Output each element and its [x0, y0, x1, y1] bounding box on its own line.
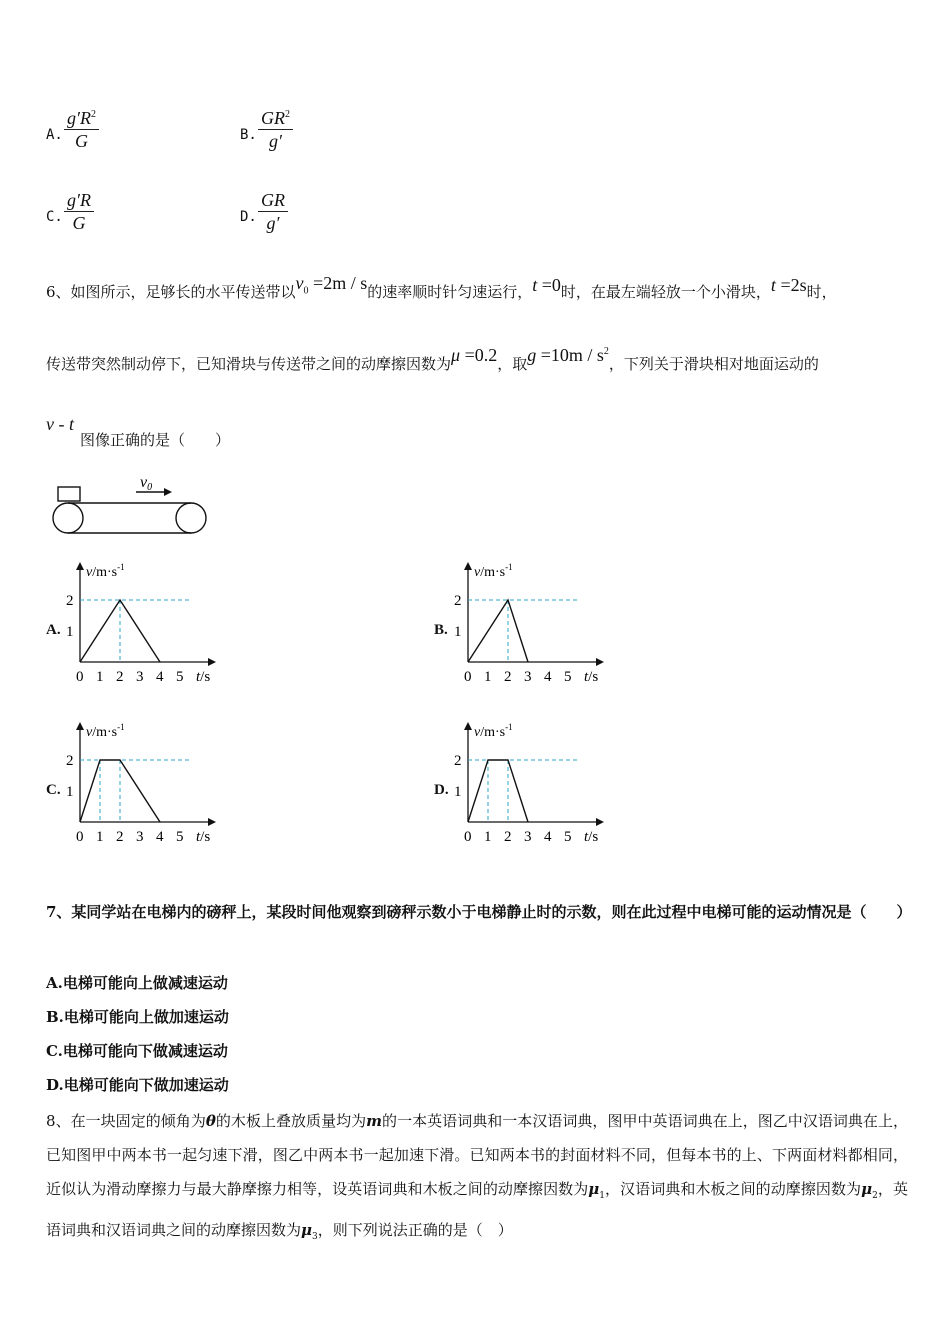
- q8-mu2-sub: 2: [872, 1191, 878, 1201]
- q7-option-label: C.: [46, 1042, 63, 1060]
- q8-s5: ，英语词典和汉语词典之间的动摩擦因数为: [46, 1180, 908, 1239]
- fraction-numerator: [64, 186, 94, 212]
- numerator-text: GR: [261, 190, 285, 210]
- q6-t0: [532, 275, 561, 295]
- q6-t2-value: =2s: [775, 275, 807, 295]
- x-tick-label: 5: [176, 829, 184, 845]
- q5-option-fraction: [64, 104, 99, 152]
- q5-option-fraction: [64, 186, 94, 234]
- fraction-denominator: G: [72, 213, 86, 233]
- q6-v0-symbol: v: [295, 273, 304, 293]
- y-tick-label: 2: [454, 593, 462, 609]
- vt-graph-d: [434, 718, 614, 848]
- q6-mid1: 的速率顺时针匀速运行，: [367, 283, 533, 301]
- vt-graph-a: [46, 558, 226, 688]
- x-tick-label: 4: [544, 829, 552, 845]
- numerator-text: g′R: [67, 190, 91, 210]
- q7-option-text: 电梯可能向下做加速运动: [63, 1076, 229, 1094]
- x-tick-label: 0: [464, 829, 472, 845]
- y-tick-label: 2: [66, 593, 74, 609]
- vt-graph-option-label: D.: [434, 782, 449, 798]
- x-axis-label: t/s: [196, 669, 211, 685]
- x-axis-arrow: [596, 658, 604, 666]
- x-tick-label: 5: [176, 669, 184, 685]
- x-axis-arrow: [208, 658, 216, 666]
- q6-g-value: =10m / s: [536, 345, 604, 365]
- q6-g-sup: 2: [603, 346, 609, 357]
- q7-option-text: 电梯可能向下做减速运动: [62, 1042, 228, 1060]
- x-tick-label: 3: [136, 829, 144, 845]
- x-axis-label: t/s: [584, 669, 599, 685]
- y-axis-label: $v/m\cdot s^{-1}$: [474, 562, 513, 580]
- q6-g-symbol: g: [527, 345, 537, 365]
- q8-mu3: μ: [301, 1221, 312, 1239]
- q5-option-label: C.: [46, 209, 63, 225]
- y-tick-label: 2: [66, 753, 74, 769]
- x-tick-label: 1: [484, 669, 492, 685]
- q6-mu: [451, 345, 497, 365]
- fraction-numerator: [258, 104, 293, 130]
- x-tick-label: 3: [524, 669, 532, 685]
- x-tick-label: 0: [76, 829, 84, 845]
- q5-option-label: A.: [46, 127, 63, 143]
- fraction-denominator: G: [74, 131, 88, 151]
- y-tick-label: 1: [66, 624, 74, 640]
- vt-curve: [468, 600, 528, 662]
- y-tick-label: 1: [66, 784, 74, 800]
- x-tick-label: 1: [96, 829, 104, 845]
- q8-s1: 8、在一块固定的倾角为: [46, 1112, 206, 1130]
- vt-graph-option-label: A.: [46, 622, 61, 638]
- q7-option-label: B.: [46, 1008, 64, 1026]
- q6-mu-value: =0.2: [460, 345, 498, 365]
- fraction-denominator: g′: [269, 131, 282, 151]
- q6-t2: [771, 275, 807, 295]
- q8-s4: ，汉语词典和木板之间的动摩擦因数为: [604, 1180, 862, 1198]
- q5-option-label: B.: [240, 127, 257, 143]
- q8-stem: [46, 1104, 908, 1254]
- y-axis-arrow: [464, 722, 472, 730]
- belt-v0-label: v0: [140, 474, 153, 493]
- x-axis-arrow: [208, 818, 216, 826]
- x-tick-label: 2: [504, 669, 512, 685]
- q6-line2: [46, 345, 819, 374]
- x-tick-label: 0: [76, 669, 84, 685]
- q7-option: [46, 1040, 228, 1061]
- fraction-numerator: [258, 186, 288, 212]
- q7-option: [46, 972, 228, 993]
- slider-block: [58, 487, 80, 501]
- q8-s3: 的一本英语词典和一本汉语词典，图甲中英语词典在上，图乙中汉语词典在上，已知图甲中两本书一起匀速下滑，图乙中两本书一起加速下滑。已知两本书的封面材料不同，但每本书的上、下两面材料都相同，近似认为滑动摩擦力与最大静摩擦力相等，设英语词典和木板之间的动摩擦因数为: [46, 1112, 908, 1198]
- q7-option-label: D.: [46, 1076, 64, 1094]
- q6-line3: 图像正确的是（ ）: [80, 431, 231, 449]
- x-tick-label: 3: [524, 829, 532, 845]
- q8-mu1: μ: [588, 1180, 600, 1198]
- q8-mu1-sub: 1: [599, 1191, 605, 1201]
- q8-mu3-sub: 3: [312, 1232, 318, 1242]
- q6-v0-sub: 0: [303, 285, 309, 297]
- q6-mu-symbol: μ: [451, 345, 461, 365]
- q6-g: [527, 345, 609, 365]
- numerator-sup: 2: [90, 109, 96, 120]
- x-tick-label: 1: [484, 829, 492, 845]
- q7-stem: 7、某同学站在电梯内的磅秤上，某段时间他观察到磅秤示数小于电梯静止时的示数，则在此过程中电梯可能的运动情况是（ ）: [46, 903, 912, 921]
- x-tick-label: 0: [464, 669, 472, 685]
- q6-mid3: 时，: [806, 283, 837, 301]
- x-tick-label: 4: [156, 669, 164, 685]
- vt-graph-b: [434, 558, 614, 688]
- y-tick-label: 1: [454, 624, 462, 640]
- q7-option-label: A.: [46, 974, 63, 992]
- y-axis-arrow: [76, 722, 84, 730]
- q8-s2: 的木板上叠放质量均为: [215, 1112, 367, 1130]
- y-axis-arrow: [464, 562, 472, 570]
- q6-line2-c: ，下列关于滑块相对地面运动的: [608, 355, 819, 373]
- q5-option-label: D.: [240, 209, 257, 225]
- q6-line2-b: ，取: [497, 355, 528, 373]
- q6-mid2: 时，在最左端轻放一个小滑块，: [560, 283, 771, 301]
- q6-prefix: 6、如图所示，足够长的水平传送带以: [46, 283, 296, 301]
- q6-vt: v - t: [46, 414, 74, 434]
- x-tick-label: 2: [504, 829, 512, 845]
- x-tick-label: 5: [564, 829, 572, 845]
- y-axis-label: $v/m\cdot s^{-1}$: [86, 562, 125, 580]
- q5-option-fraction: [258, 186, 288, 234]
- y-axis-arrow: [76, 562, 84, 570]
- q6-v0-value: =2m / s: [308, 273, 368, 293]
- x-axis-label: t/s: [196, 829, 211, 845]
- fraction-denominator: g′: [266, 213, 280, 233]
- x-tick-label: 3: [136, 669, 144, 685]
- q6-v0: [295, 273, 368, 297]
- q5-option-fraction: [258, 104, 293, 152]
- belt-left-roller: [53, 503, 83, 533]
- q6-t0-value: =0: [537, 275, 561, 295]
- x-axis-label: t/s: [584, 829, 599, 845]
- q7-option: [46, 1006, 229, 1027]
- y-axis-label: $v/m\cdot s^{-1}$: [86, 722, 125, 740]
- belt-arrowhead: [164, 488, 172, 496]
- numerator-text: g′R: [67, 108, 91, 128]
- q7-option-text: 电梯可能向上做加速运动: [63, 1008, 229, 1026]
- x-tick-label: 4: [156, 829, 164, 845]
- y-axis-label: $v/m\cdot s^{-1}$: [474, 722, 513, 740]
- x-tick-label: 1: [96, 669, 104, 685]
- belt-right-roller: [176, 503, 206, 533]
- q6-t2-symbol: t: [770, 275, 776, 295]
- x-axis-arrow: [596, 818, 604, 826]
- fraction-numerator: [64, 104, 99, 130]
- vt-graph-option-label: C.: [46, 782, 61, 798]
- y-tick-label: 1: [454, 784, 462, 800]
- vt-curve: [468, 760, 528, 822]
- x-tick-label: 5: [564, 669, 572, 685]
- q6-t0-symbol: t: [532, 275, 538, 295]
- vt-graph-c: [46, 718, 226, 848]
- conveyor-belt-figure: [46, 470, 216, 540]
- y-tick-label: 2: [454, 753, 462, 769]
- numerator-text: GR: [261, 108, 285, 128]
- vt-graph-option-label: B.: [434, 622, 448, 638]
- numerator-sup: 2: [285, 109, 290, 120]
- q6-line1: [46, 273, 837, 305]
- q8-s6: ，则下列说法正确的是（ ）: [317, 1221, 513, 1239]
- q8-m: m: [366, 1112, 383, 1130]
- q7-option-text: 电梯可能向上做减速运动: [62, 974, 228, 992]
- q6-line2-a: 传送带突然制动停下，已知滑块与传送带之间的动摩擦因数为: [46, 355, 452, 373]
- q8-theta: θ: [205, 1112, 216, 1130]
- x-tick-label: 2: [116, 829, 124, 845]
- x-tick-label: 4: [544, 669, 552, 685]
- x-tick-label: 2: [116, 669, 124, 685]
- q7-option: [46, 1074, 229, 1095]
- q8-mu2: μ: [861, 1180, 873, 1198]
